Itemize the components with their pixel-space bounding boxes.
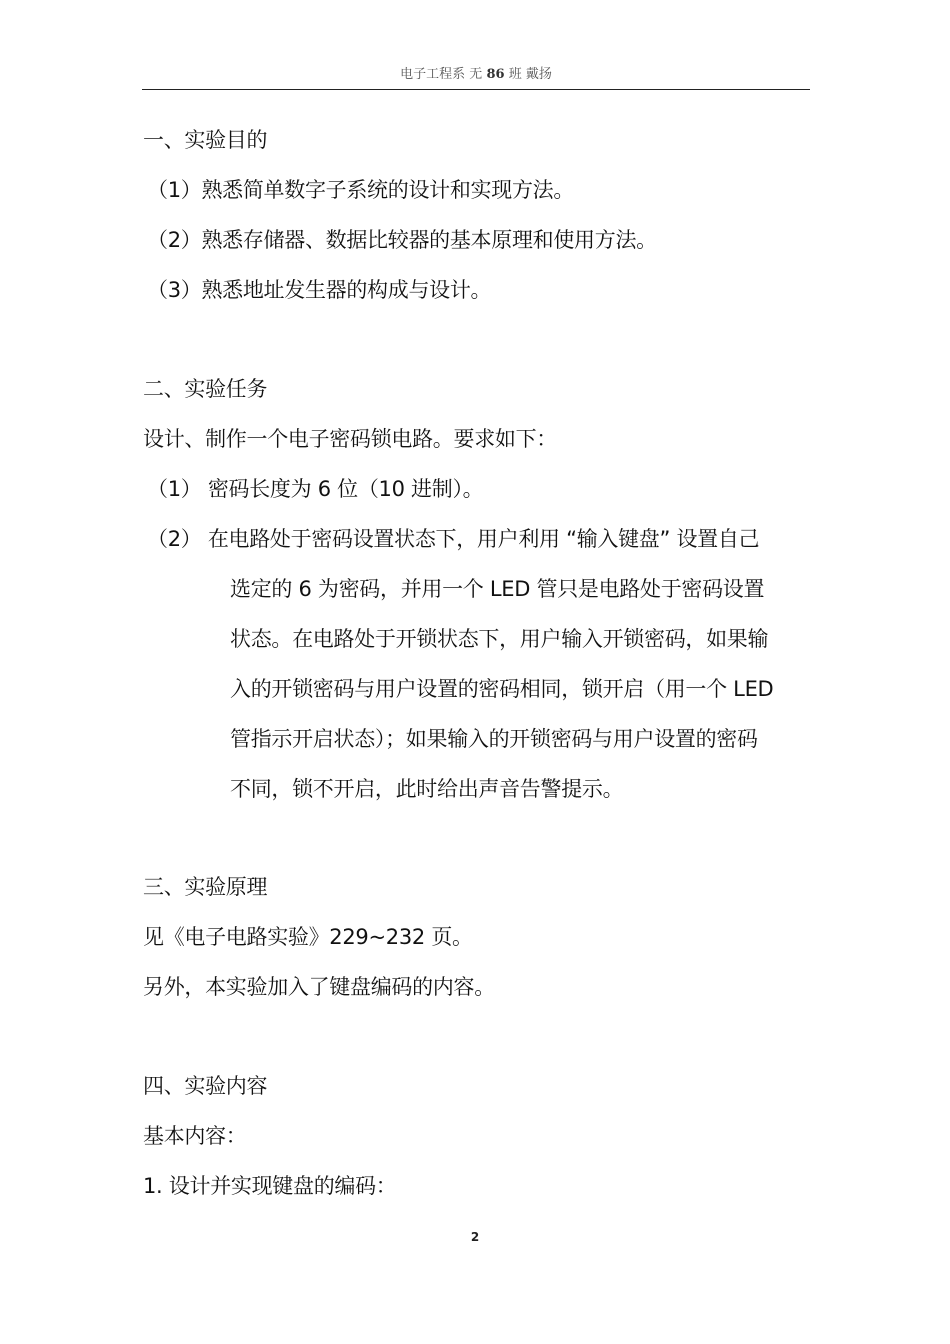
task-item-2-line-4: 入的开锁密码与用户设置的密码相同，锁开启（用一个 LED [230, 677, 774, 701]
task-intro: 设计、制作一个电子密码锁电路。要求如下： [143, 427, 557, 451]
principle-reference: 见《电子电路实验》229~232 页。 [143, 925, 473, 949]
task-item-2-line-6: 不同，锁不开启，此时给出声音告警提示。 [230, 777, 624, 801]
objective-item-1: （1）熟悉简单数字子系统的设计和实现方法。 [147, 178, 575, 202]
task-item-2-line-3: 状态。在电路处于开锁状态下，用户输入开锁密码，如果输 [230, 627, 769, 651]
section-heading-principle: 三、实验原理 [143, 875, 268, 899]
objective-item-2: （2）熟悉存储器、数据比较器的基本原理和使用方法。 [147, 228, 657, 252]
header-class-num: 86 [486, 67, 505, 82]
task-item-2-line-2: 选定的 6 为密码，并用一个 LED 管只是电路处于密码设置 [230, 577, 765, 601]
header-author: 戴扬 [525, 67, 552, 82]
header-class-prefix: 无 [469, 67, 483, 82]
content-item-1: 1. 设计并实现键盘的编码： [143, 1174, 397, 1198]
task-item-2-line-5: 管指示开启状态）；如果输入的开锁密码与用户设置的密码 [230, 727, 758, 751]
section-heading-content: 四、实验内容 [143, 1074, 268, 1098]
page-header [142, 64, 810, 90]
page-number: 2 [470, 1230, 480, 1244]
objective-item-3: （3）熟悉地址发生器的构成与设计。 [147, 278, 492, 302]
task-item-1: （1） 密码长度为 6 位（10 进制）。 [147, 477, 484, 501]
section-heading-objective: 一、实验目的 [143, 128, 268, 152]
header-class-suffix: 班 [508, 67, 522, 82]
task-item-2-line-1: （2） 在电路处于密码设置状态下，用户利用 “输入键盘” 设置自己 [147, 527, 760, 551]
header-dept: 电子工程系 [400, 67, 466, 82]
principle-note: 另外，本实验加入了键盘编码的内容。 [143, 975, 495, 999]
section-heading-task: 二、实验任务 [143, 377, 268, 401]
content-basic-label: 基本内容： [143, 1124, 247, 1148]
